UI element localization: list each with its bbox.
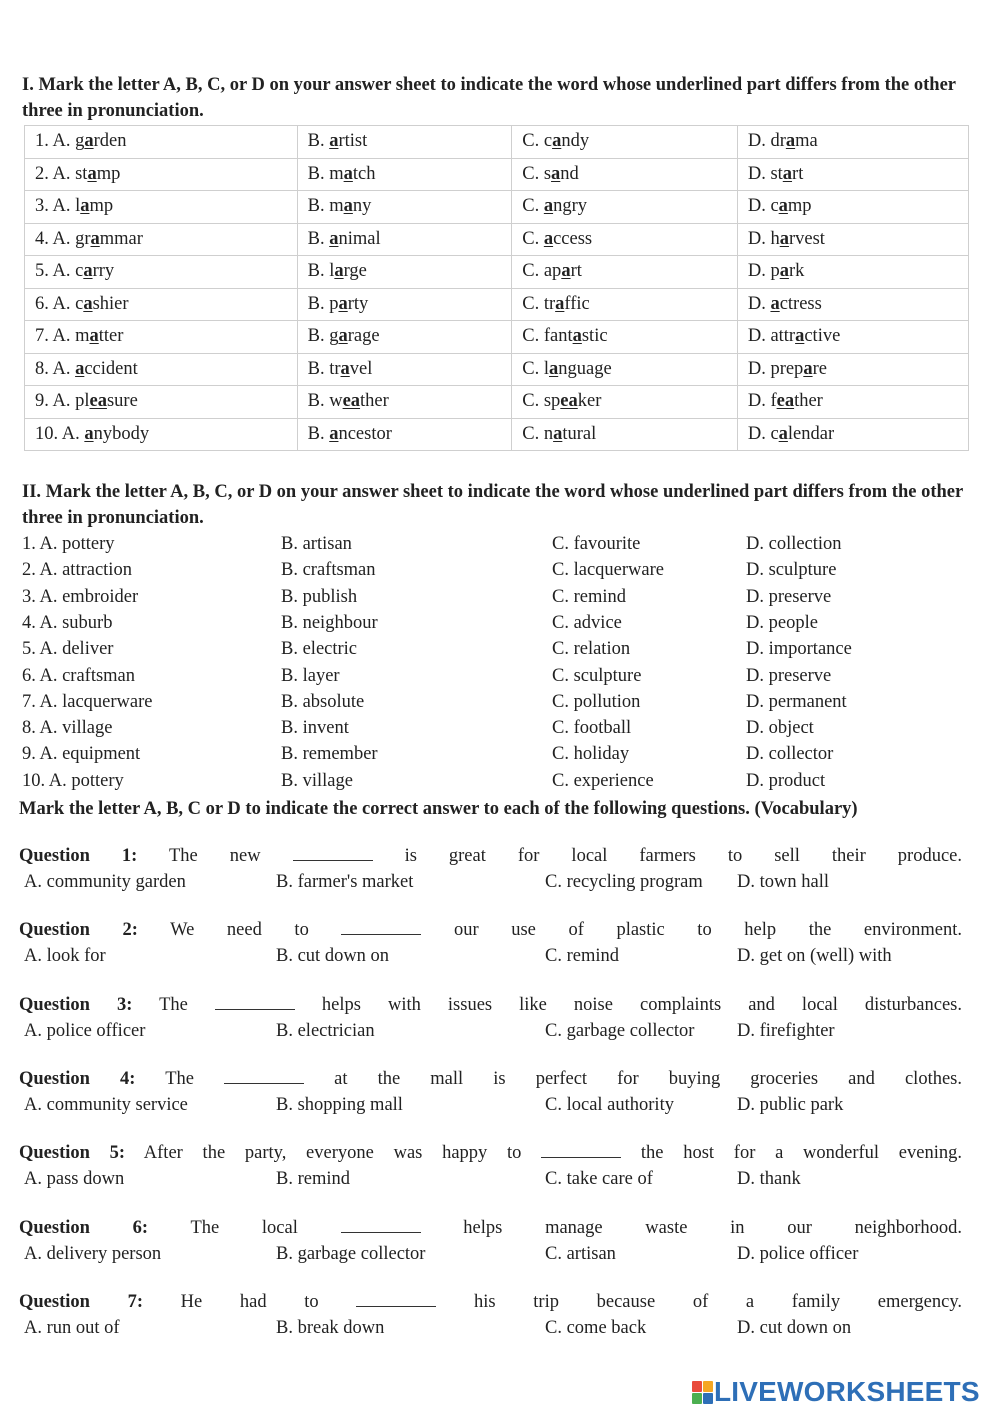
option-d: D. firefighter bbox=[737, 1020, 835, 1041]
option-b: B. garage bbox=[297, 321, 512, 354]
option-b: B. large bbox=[297, 256, 512, 289]
option-b: B. garbage collector bbox=[276, 1243, 426, 1264]
underlined-part: a bbox=[343, 163, 353, 184]
option-c: C. sand bbox=[512, 158, 738, 191]
underlined-part: ea bbox=[89, 391, 107, 412]
option-c: C. natural bbox=[512, 418, 738, 451]
option-c: C. recycling program bbox=[545, 872, 703, 892]
option-b: B. electrician bbox=[276, 1020, 375, 1041]
liveworksheets-logo-icon bbox=[692, 1381, 712, 1403]
option-b: B. shopping mall bbox=[276, 1094, 403, 1115]
question-text: Question 4: The at the mall is perfect for buying groceries and clothes. bbox=[19, 1068, 962, 1089]
option-c: C. language bbox=[512, 353, 738, 386]
option-b: B. travel bbox=[297, 353, 512, 386]
option-a: 6. A. craftsman bbox=[22, 665, 136, 686]
question-text: Question 2: We need to our use of plastic to help the environment. bbox=[19, 920, 963, 941]
underlined-part: a bbox=[329, 423, 339, 444]
underlined-part: a bbox=[75, 358, 85, 379]
table-row bbox=[25, 191, 969, 224]
option-a: 5. A. carry bbox=[25, 256, 298, 289]
list-item bbox=[22, 689, 972, 715]
underlined-part: a bbox=[779, 228, 789, 249]
option-a: 8. A. accident bbox=[25, 353, 298, 386]
list-item bbox=[22, 636, 972, 662]
underlined-part: a bbox=[553, 423, 563, 444]
option-d: D. police officer bbox=[737, 1243, 859, 1264]
question-options bbox=[24, 1092, 964, 1118]
underlined-part: a bbox=[785, 131, 796, 152]
option-c: C. come back bbox=[545, 1317, 647, 1338]
answer-blank bbox=[341, 1216, 421, 1233]
question-text: Question 1: The new is great for local farmers to sell their produce. bbox=[19, 846, 963, 866]
underlined-part: a bbox=[343, 196, 353, 217]
option-b: B. craftsman bbox=[281, 560, 376, 581]
liveworksheets-logo bbox=[692, 1376, 980, 1408]
question-options bbox=[24, 1018, 964, 1044]
underlined-part: a bbox=[334, 261, 344, 282]
option-c: C. local authority bbox=[545, 1094, 674, 1115]
underlined-part: a bbox=[561, 261, 571, 282]
option-a: 6. A. cashier bbox=[25, 288, 298, 321]
question-options bbox=[24, 943, 964, 969]
option-b: B. match bbox=[297, 158, 512, 191]
underlined-part: a bbox=[338, 293, 348, 314]
option-a: A. police officer bbox=[24, 1020, 146, 1041]
table-row bbox=[25, 256, 969, 289]
option-a: 1. A. pottery bbox=[22, 534, 115, 554]
option-b: B. party bbox=[297, 288, 512, 321]
option-c: C. apart bbox=[512, 256, 738, 289]
option-b: B. farmer's market bbox=[276, 872, 414, 892]
underlined-part: a bbox=[779, 261, 789, 282]
table-row bbox=[25, 353, 969, 386]
question-label: Question 5: bbox=[19, 1143, 126, 1164]
option-d: D. thank bbox=[737, 1169, 801, 1190]
table-row bbox=[25, 158, 969, 191]
option-d: D. get on (well) with bbox=[737, 946, 892, 967]
option-d: D. preserve bbox=[746, 665, 832, 686]
question-text: Question 3: The helps with issues like noise complaints and local disturbances. bbox=[19, 994, 963, 1015]
option-d: D. object bbox=[746, 718, 814, 739]
option-b: B. layer bbox=[281, 665, 340, 686]
table-row bbox=[25, 321, 969, 354]
option-d: D. product bbox=[746, 770, 826, 791]
option-b: B. absolute bbox=[281, 691, 365, 712]
underlined-part: a bbox=[80, 196, 90, 217]
option-d: D. sculpture bbox=[746, 560, 837, 581]
option-c: C. artisan bbox=[545, 1243, 616, 1264]
question-label: Question 7: bbox=[19, 1291, 144, 1312]
option-c: C. experience bbox=[552, 770, 654, 791]
underlined-part: a bbox=[572, 326, 582, 347]
list-item bbox=[22, 768, 972, 794]
option-b: B. many bbox=[297, 191, 512, 224]
option-a: 7. A. lacquerware bbox=[22, 691, 153, 712]
underlined-part: a bbox=[551, 163, 561, 184]
question-options bbox=[24, 1166, 964, 1192]
underlined-part: a bbox=[84, 423, 94, 444]
underlined-part: a bbox=[555, 293, 565, 314]
option-d: D. people bbox=[746, 612, 818, 633]
question-options bbox=[24, 1241, 964, 1267]
option-d: D. collector bbox=[746, 744, 834, 765]
answer-blank bbox=[224, 1067, 304, 1084]
option-a: 4. A. suburb bbox=[22, 612, 113, 633]
table-row bbox=[25, 126, 969, 159]
option-c: C. football bbox=[552, 718, 632, 739]
option-a: 2. A. attraction bbox=[22, 560, 132, 581]
list-item bbox=[22, 610, 972, 636]
option-b: B. publish bbox=[281, 586, 358, 607]
underlined-part: a bbox=[338, 326, 348, 347]
option-d: D. drama bbox=[737, 126, 968, 159]
liveworksheets-logo-text: LIVEWORKSHEETS bbox=[714, 1376, 980, 1407]
option-d: D. start bbox=[737, 158, 968, 191]
underlined-part: a bbox=[803, 358, 813, 379]
option-c: C. relation bbox=[552, 639, 631, 660]
list-item bbox=[22, 557, 972, 583]
underlined-part: a bbox=[778, 423, 788, 444]
underlined-part: a bbox=[778, 196, 788, 217]
option-d: D. calendar bbox=[737, 418, 968, 451]
underlined-part: a bbox=[795, 326, 805, 347]
answer-blank bbox=[341, 918, 421, 935]
question-options bbox=[24, 869, 964, 895]
underlined-part: a bbox=[329, 228, 339, 249]
option-c: C. speaker bbox=[512, 386, 738, 419]
option-a: 5. A. deliver bbox=[22, 639, 114, 660]
question-label: Question 1: bbox=[19, 846, 138, 866]
question-options bbox=[24, 1315, 964, 1341]
option-b: B. animal bbox=[297, 223, 512, 256]
option-c: C. favourite bbox=[552, 534, 641, 554]
option-a: 1. A. garden bbox=[25, 126, 298, 159]
option-c: C. take care of bbox=[545, 1169, 653, 1190]
answer-blank bbox=[356, 1290, 436, 1307]
option-a: 4. A. grammar bbox=[25, 223, 298, 256]
option-a: 8. A. village bbox=[22, 718, 113, 739]
list-item bbox=[22, 741, 972, 767]
option-c: C. angry bbox=[512, 191, 738, 224]
table-row bbox=[25, 288, 969, 321]
underlined-part: a bbox=[543, 228, 554, 249]
option-b: B. neighbour bbox=[281, 612, 378, 633]
option-d: D. preserve bbox=[746, 586, 832, 607]
answer-blank bbox=[541, 1141, 621, 1158]
option-d: D. actress bbox=[737, 288, 968, 321]
option-b: B. ancestor bbox=[297, 418, 512, 451]
answer-blank bbox=[293, 844, 373, 861]
option-a: 3. A. embroider bbox=[22, 586, 139, 607]
option-d: D. park bbox=[737, 256, 968, 289]
table-row bbox=[25, 223, 969, 256]
underlined-part: a bbox=[89, 326, 99, 347]
question-text: Question 7: He had to his trip because of a family emergency. bbox=[19, 1291, 962, 1312]
option-d: D. feather bbox=[737, 386, 968, 419]
option-d: D. camp bbox=[737, 191, 968, 224]
underlined-part: a bbox=[782, 163, 793, 184]
option-a: A. community service bbox=[24, 1094, 188, 1115]
option-d: D. prepare bbox=[737, 353, 968, 386]
option-b: B. break down bbox=[276, 1317, 385, 1338]
question-label: Question 6: bbox=[19, 1217, 149, 1238]
option-a: A. community garden bbox=[24, 872, 186, 892]
option-a: 10. A. pottery bbox=[22, 770, 124, 791]
option-c: C. advice bbox=[552, 612, 622, 633]
underlined-part: a bbox=[552, 131, 562, 152]
option-a: 9. A. pleasure bbox=[25, 386, 298, 419]
option-d: D. cut down on bbox=[737, 1317, 852, 1338]
option-d: D. public park bbox=[737, 1094, 844, 1115]
question-label: Question 4: bbox=[19, 1068, 136, 1089]
option-c: C. lacquerware bbox=[552, 560, 664, 581]
option-c: C. fantastic bbox=[512, 321, 738, 354]
option-a: A. run out of bbox=[24, 1317, 120, 1338]
option-c: C. holiday bbox=[552, 744, 630, 765]
underlined-part: a bbox=[83, 293, 93, 314]
list-item bbox=[22, 584, 972, 610]
option-b: B. weather bbox=[297, 386, 512, 419]
underlined-part: a bbox=[87, 163, 97, 184]
answer-blank bbox=[215, 993, 295, 1010]
table-row bbox=[25, 386, 969, 419]
underlined-part: a bbox=[770, 293, 780, 314]
option-c: C. sculpture bbox=[552, 665, 642, 686]
question-label: Question 2: bbox=[19, 920, 138, 941]
question-label: Question 3: bbox=[19, 994, 133, 1015]
option-d: D. importance bbox=[746, 639, 852, 660]
option-a: 3. A. lamp bbox=[25, 191, 298, 224]
option-b: B. cut down on bbox=[276, 946, 390, 967]
underlined-part: a bbox=[329, 131, 339, 152]
option-b: B. village bbox=[281, 770, 353, 791]
option-c: C. access bbox=[512, 223, 738, 256]
option-d: D. attractive bbox=[737, 321, 968, 354]
section1-table bbox=[24, 125, 969, 451]
option-b: B. remind bbox=[276, 1169, 350, 1190]
question-text: Question 5: After the party, everyone was happy to the host for a wonderful evening. bbox=[19, 1143, 962, 1164]
table-row bbox=[25, 418, 969, 451]
section2-instruction: II. Mark the letter A, B, C, or D on your answer sheet to indicate the word whose underlined part differs from the other three in pronunciation. bbox=[22, 482, 963, 528]
underlined-part: ea bbox=[776, 391, 795, 412]
option-c: C. remind bbox=[545, 946, 619, 967]
list-item bbox=[22, 663, 972, 689]
option-a: 9. A. equipment bbox=[22, 744, 141, 765]
underlined-part: a bbox=[84, 131, 94, 152]
underlined-part: a bbox=[83, 261, 93, 282]
list-item bbox=[22, 531, 972, 557]
option-d: D. collection bbox=[746, 534, 842, 554]
option-b: B. electric bbox=[281, 639, 358, 660]
option-b: B. artist bbox=[297, 126, 512, 159]
option-a: 10. A. anybody bbox=[25, 418, 298, 451]
option-a: A. delivery person bbox=[24, 1243, 162, 1264]
option-a: 7. A. matter bbox=[25, 321, 298, 354]
option-b: B. remember bbox=[281, 744, 378, 765]
underlined-part: a bbox=[90, 228, 100, 249]
underlined-part: a bbox=[548, 358, 559, 379]
option-b: B. artisan bbox=[281, 534, 352, 554]
option-d: D. permanent bbox=[746, 691, 847, 712]
option-b: B. invent bbox=[281, 718, 349, 739]
underlined-part: ea bbox=[560, 391, 578, 412]
question-text: Question 6: The local helps manage waste in our neighborhood. bbox=[19, 1217, 963, 1238]
option-c: C. garbage collector bbox=[545, 1020, 695, 1041]
option-d: D. harvest bbox=[737, 223, 968, 256]
underlined-part: a bbox=[543, 196, 554, 217]
list-item bbox=[22, 715, 972, 741]
option-c: C. remind bbox=[552, 586, 626, 607]
option-c: C. pollution bbox=[552, 691, 641, 712]
option-d: D. town hall bbox=[737, 872, 829, 892]
option-c: C. candy bbox=[512, 126, 738, 159]
section3-instruction: Mark the letter A, B, C or D to indicate the correct answer to each of the following questions. (Vocabulary) bbox=[19, 799, 858, 819]
option-a: 2. A. stamp bbox=[25, 158, 298, 191]
underlined-part: ea bbox=[342, 391, 361, 412]
option-c: C. traffic bbox=[512, 288, 738, 321]
option-a: A. pass down bbox=[24, 1169, 125, 1190]
section1-instruction: I. Mark the letter A, B, C, or D on your answer sheet to indicate the word whose underlined part differs from the other three in pronunciation. bbox=[22, 75, 956, 121]
option-a: A. look for bbox=[24, 946, 106, 967]
underlined-part: a bbox=[340, 358, 350, 379]
